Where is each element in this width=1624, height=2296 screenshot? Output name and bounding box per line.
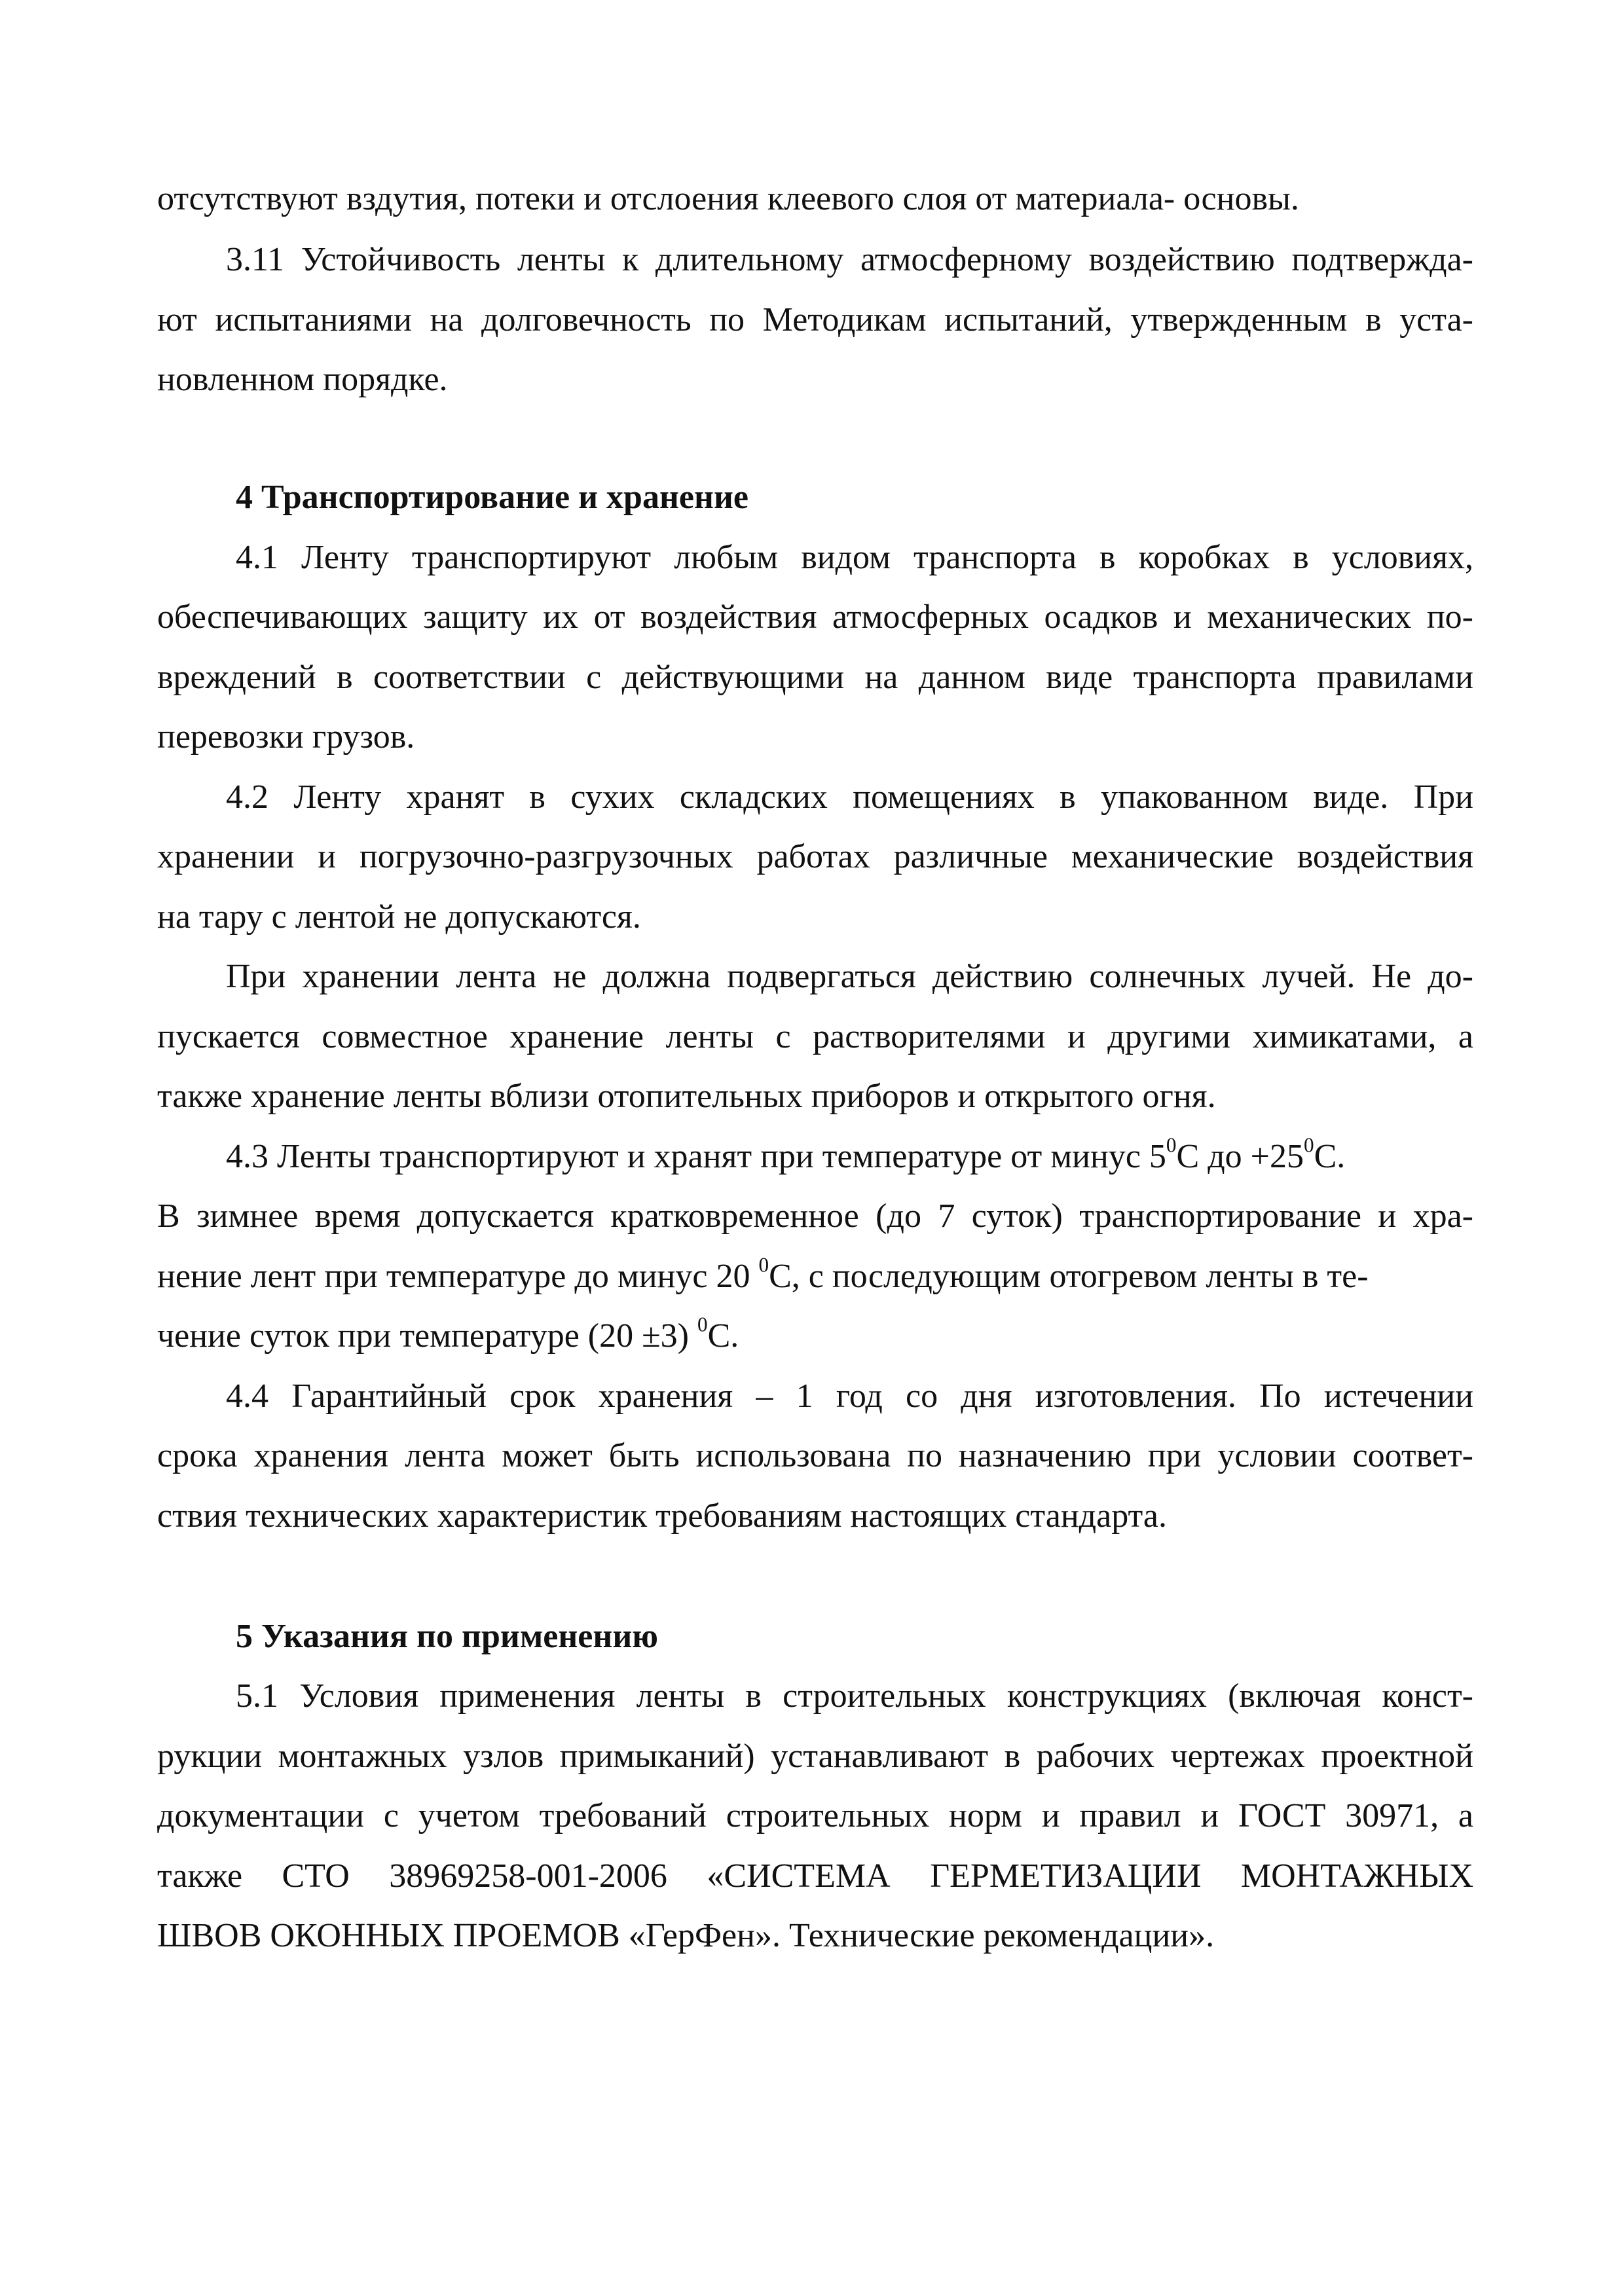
text-line: 4.2 Ленту хранят в сухих складских помещениях в упакованном виде. При [226,778,1473,816]
text-line: 3.11 Устойчивость ленты к длительному атмосферному воздействию подтвержда- [226,241,1473,278]
text-fragment: 4.3 Ленты транспортируют и хранят при температуре от минус 5 [226,1138,1166,1175]
text-line: отсутствуют вздутия, потеки и отслоения клеевого слоя от материала- основы. [157,180,1299,217]
text-fragment: С. [1314,1138,1346,1175]
text-line: также хранение ленты вблизи отопительных приборов и открытого огня. [157,1078,1216,1115]
degree-mark: 0 [1166,1136,1177,1157]
text-line [157,1256,1473,1298]
text-line: также СТО 38969258-001-2006 «СИСТЕМА ГЕРМЕТИЗАЦИИ МОНТАЖНЫХ [157,1857,1473,1895]
text-fragment: С. [707,1317,739,1355]
text-line: 4.1 Ленту транспортируют любым видом транспорта в коробках в условиях, [236,539,1473,576]
text-line: пускается совместное хранение ленты с растворителями и другими химикатами, а [157,1018,1473,1055]
text-line: ют испытаниями на долговечность по Методикам испытаний, утвержденным в уста- [157,301,1473,338]
text-line: вреждений в соответствии с действующими на данном виде транспорта правилами [157,659,1473,696]
text-line: документации с учетом требований строительных норм и правил и ГОСТ 30971, а [157,1797,1473,1834]
text-line [157,1315,1473,1357]
text-line [226,1136,1473,1178]
text-fragment: С до +25 [1176,1138,1304,1175]
text-line: перевозки грузов. [157,718,415,756]
text-line: обеспечивающих защиту их от воздействия атмосферных осадков и механических по- [157,598,1473,636]
text-line: При хранении лента не должна подвергаться действию солнечных лучей. Не до- [226,958,1473,995]
section-heading: 5 Указания по применению [236,1618,659,1655]
text-line: рукции монтажных узлов примыканий) устанавливают в рабочих чертежах проектной [157,1738,1473,1775]
text-fragment: чение суток при температуре (20 ±3) [157,1317,697,1355]
text-fragment: С, с последующим отогревом ленты в те- [769,1258,1369,1295]
degree-mark: 0 [1303,1136,1314,1157]
degree-mark: 0 [758,1256,769,1277]
text-line: хранении и погрузочно-разгрузочных работах различные механические воздействия [157,838,1473,875]
text-line: 5.1 Условия применения ленты в строительных конструкциях (включая конст- [236,1677,1473,1715]
degree-mark: 0 [697,1315,708,1336]
text-line: В зимнее время допускается кратковременное (до 7 суток) транспортирование и хра- [157,1197,1473,1235]
section-heading: 4 Транспортирование и хранение [236,479,748,516]
text-line: новленном порядке. [157,361,448,398]
text-line: ствия технических характеристик требованиям настоящих стандарта. [157,1497,1167,1535]
text-line: ШВОВ ОКОННЫХ ПРОЕМОВ «ГерФен». Технические рекомендации». [157,1917,1215,1954]
text-line: на тару с лентой не допускаются. [157,898,641,936]
text-fragment: нение лент при температуре до минус 20 [157,1258,759,1295]
text-line: 4.4 Гарантийный срок хранения – 1 год со дня изготовления. По истечении [226,1377,1473,1415]
text-line: срока хранения лента может быть использована по назначению при условии соответ- [157,1437,1473,1474]
